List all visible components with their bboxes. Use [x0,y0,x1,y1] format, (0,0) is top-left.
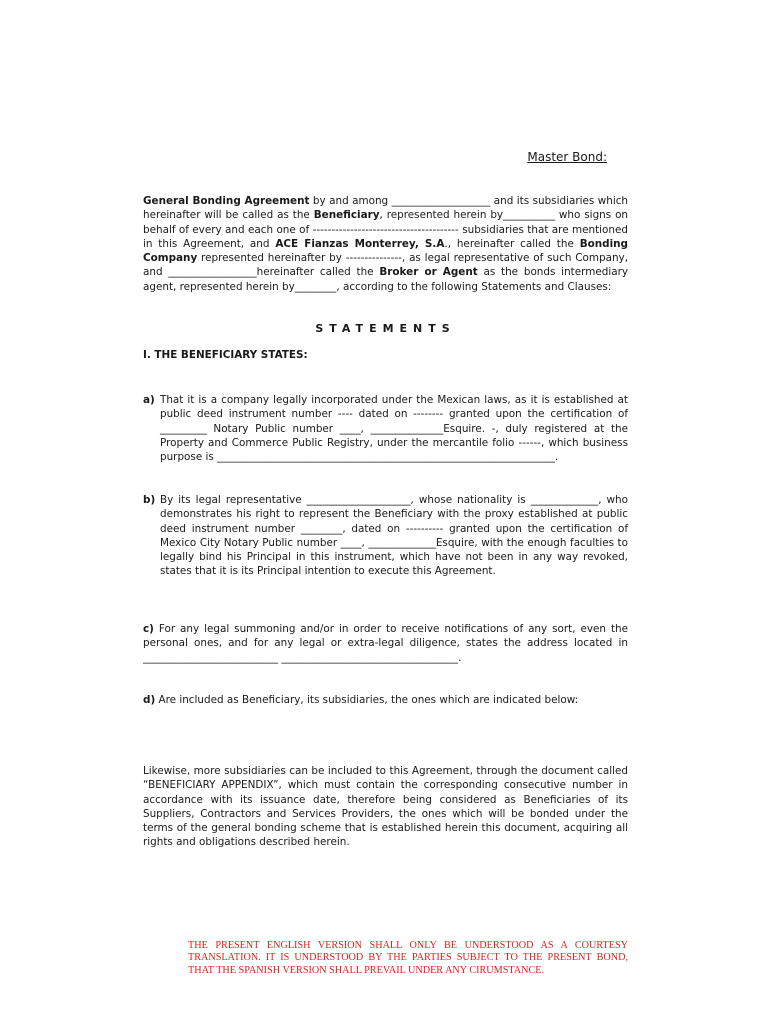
item-c-label: c) [143,623,154,635]
document-title: Master Bond: [527,150,607,164]
intro-text-4: represented hereinafter by ---------------, as legal representative of such Company, and _________________hereinafter called the [143,252,628,279]
item-a-label: a) [143,394,155,406]
statements-heading: STATEMENTS [315,322,456,335]
intro-text-5: as the bonds intermediary agent, represented herein by________, according to the following Statements and Clauses: [143,266,628,293]
intro-text-3: ., hereinafter called the [444,237,580,250]
item-d-label: d) [143,694,156,706]
item-c-text: For any legal summoning and/or in order to receive notifications of any sort, even the personal ones, and for any legal or extra-legal diligence, states the address located in __________________________ __________________________________. [143,623,628,664]
beneficiary-heading: I. THE BENEFICIARY STATES: [143,349,308,361]
intro-text-2: , represented herein by__________ who signs on behalf of every and each one of --------------------------------------- subsidiaries that are mentioned in this Agreement, and [143,209,629,250]
item-a-text: That it is a company legally incorporated under the Mexican laws, as it is established at public deed instrument number ---- dated on -------- granted upon the certification of _________ Notary Public number ____, ______________Esquire. -, duly registered at the Property and Commerce Public Registry, under the mercantile folio ------, which business purpose is _________________________________________________________________. [160,394,628,464]
statement-item-b [143,493,628,579]
likewise-paragraph: Likewise, more subsidiaries can be included to this Agreement, through the document called “BENEFICIARY APPENDIX”, which must contain the corresponding consecutive number in accordance with its issuance date, therefore being considered as Beneficiaries of its Suppliers, Contractors and Services Providers, the ones which will be bonded under the terms of the general bonding scheme that is established herein this document, acquiring all rights and obligations described herein. [143,765,628,849]
intro-bold-ace: ACE Fianzas Monterrey, S.A [275,237,445,250]
intro-bold-agreement: General Bonding Agreement [143,195,310,207]
item-d-text: Are included as Beneficiary, its subsidiaries, the ones which are indicated below: [155,694,579,706]
statement-item-c [143,622,628,665]
translation-note: THE PRESENT ENGLISH VERSION SHALL ONLY BE UNDERSTOOD AS A COURTESY TRANSLATION. IT IS UNDERSTOOD BY THE PARTIES SUBJECT TO THE PRESENT BOND, THAT THE SPANISH VERSION SHALL PREVAIL UNDER ANY CIRUMSTANCE. [188,940,628,976]
intro-paragraph [143,194,628,294]
statement-item-d [143,693,628,707]
intro-bold-bonding-company: Bonding Company [143,237,628,265]
item-b-text: By its legal representative ____________________, whose nationality is _____________, who demonstrates his right to represent the Beneficiary with the proxy established at public deed instrument number ________, dated on ---------- granted upon the certification of Mexico City Notary Public number ____, _____________Esquire, with the enough faculties to legally bind his Principal in this instrument, which have not been in any way revoked, states that it is its Principal intention to execute this Agreement. [160,494,628,578]
intro-bold-broker: Broker or Agent [379,266,478,279]
statement-item-a [143,393,628,464]
intro-text-1: by and among ___________________ and its subsidiaries which hereinafter will be called as the [143,195,629,222]
item-b-label: b) [143,494,156,506]
intro-bold-beneficiary: Beneficiary [313,209,380,222]
